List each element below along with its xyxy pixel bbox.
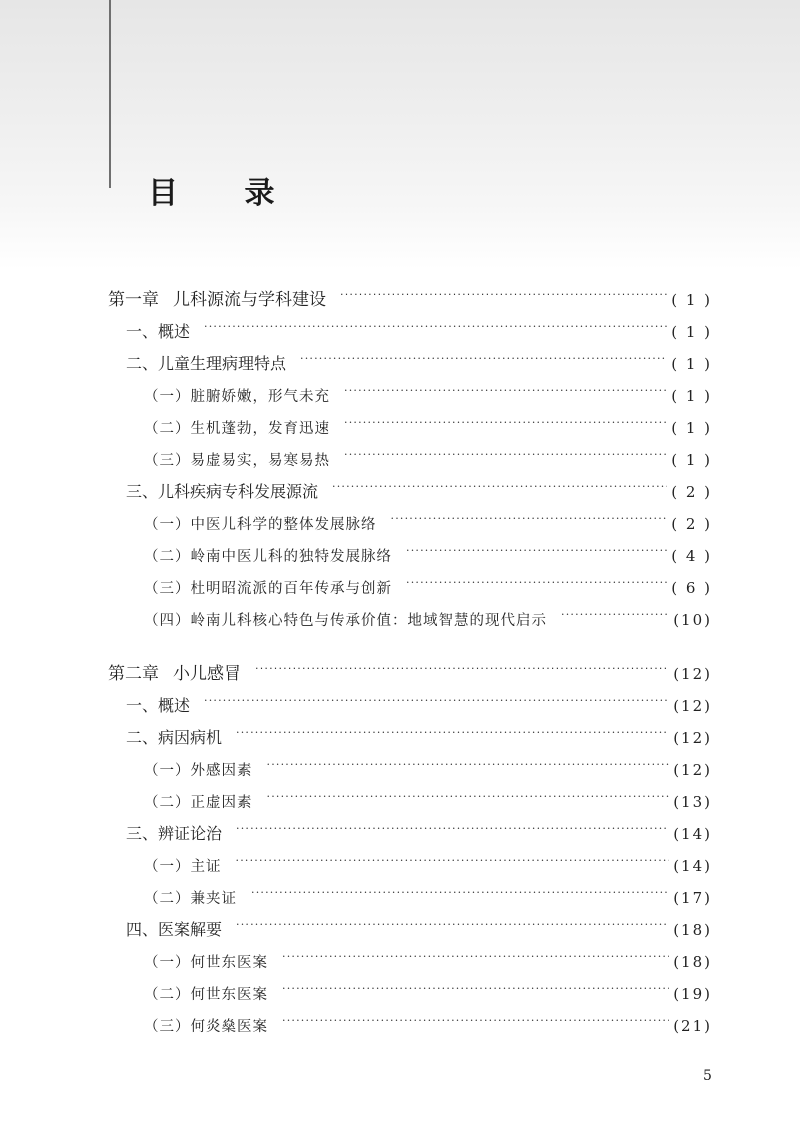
- toc-page-number: (14): [673, 857, 712, 875]
- toc-page-number: ( 6 ): [671, 579, 712, 597]
- leader-dots: [332, 483, 667, 493]
- toc-section[interactable]: [108, 316, 712, 348]
- toc-subsection[interactable]: [108, 978, 712, 1010]
- leader-dots: [391, 515, 668, 525]
- toc-entry-label: 一、概述: [126, 696, 191, 715]
- toc-entry-label: （二）岭南中医儿科的独特发展脉络: [144, 549, 392, 565]
- toc-page-number: ( 2 ): [671, 483, 712, 501]
- chapter-number: 第二章: [108, 664, 159, 684]
- toc-entry-label: （二）生机蓬勃，发育迅速: [144, 421, 330, 437]
- toc-page-number: ( 1 ): [671, 419, 712, 437]
- toc-subsection[interactable]: [108, 946, 712, 978]
- toc-entry-label: （四）岭南儿科核心特色与传承价值：地域智慧的现代启示: [144, 613, 547, 629]
- toc-subsection[interactable]: [108, 508, 712, 540]
- toc-subsection[interactable]: [108, 882, 712, 914]
- leader-dots: [236, 729, 669, 739]
- toc-subsection[interactable]: [108, 850, 712, 882]
- toc-page-number: (12): [673, 729, 712, 747]
- toc-entry-label: （三）何炎燊医案: [144, 1019, 268, 1035]
- toc-page-number: (21): [673, 1017, 712, 1035]
- leader-dots: [282, 953, 669, 963]
- toc-entry-label: 四、医案解要: [126, 920, 223, 939]
- header-background: [0, 0, 800, 270]
- leader-dots: [204, 323, 667, 333]
- toc-subsection[interactable]: [108, 380, 712, 412]
- leader-dots: [406, 547, 667, 557]
- toc-entry-label: （二）何世东医案: [144, 987, 268, 1003]
- leader-dots: [282, 1017, 669, 1027]
- toc-section[interactable]: [108, 722, 712, 754]
- toc-page-number: (12): [673, 697, 712, 715]
- toc-entry-label: 小儿感冒: [173, 664, 241, 684]
- toc-section[interactable]: [108, 914, 712, 946]
- toc-section[interactable]: [108, 476, 712, 508]
- toc-page-number: (18): [673, 921, 712, 939]
- leader-dots: [300, 355, 667, 365]
- toc-entry-label: （一）主证: [144, 859, 222, 875]
- toc-entry-label: （二）兼夹证: [144, 891, 237, 907]
- toc-subsection[interactable]: [108, 1010, 712, 1042]
- leader-dots: [251, 889, 669, 899]
- leader-dots: [344, 419, 667, 429]
- leader-dots: [267, 761, 670, 771]
- toc-chapter[interactable]: [108, 658, 712, 690]
- toc-section[interactable]: [108, 690, 712, 722]
- toc-page-number: ( 1 ): [671, 291, 712, 309]
- toc-entry-label: 儿科源流与学科建设: [173, 290, 326, 310]
- leader-dots: [406, 579, 667, 589]
- toc-entry-label: （一）何世东医案: [144, 955, 268, 971]
- toc-page-number: (10): [673, 611, 712, 629]
- leader-dots: [340, 291, 667, 301]
- leader-dots: [344, 451, 667, 461]
- toc-subsection[interactable]: [108, 412, 712, 444]
- toc-page-number: (18): [673, 953, 712, 971]
- toc-entry-label: （一）中医儿科学的整体发展脉络: [144, 517, 377, 533]
- toc-chapter[interactable]: [108, 284, 712, 316]
- toc-page-number: (17): [673, 889, 712, 907]
- toc-page-number: ( 1 ): [671, 387, 712, 405]
- leader-dots: [204, 697, 669, 707]
- leader-dots: [267, 793, 670, 803]
- toc-page-number: ( 2 ): [671, 515, 712, 533]
- toc-page-number: (12): [673, 665, 712, 683]
- toc-page-number: ( 1 ): [671, 355, 712, 373]
- leader-dots: [255, 665, 669, 675]
- toc-entry-label: （三）易虚易实，易寒易热: [144, 453, 330, 469]
- toc-subsection[interactable]: [108, 786, 712, 818]
- toc-entry-label: 二、儿童生理病理特点: [126, 354, 287, 373]
- toc-entry-label: 一、概述: [126, 322, 191, 341]
- leader-dots: [344, 387, 667, 397]
- toc-subsection[interactable]: [108, 754, 712, 786]
- toc-page-number: ( 1 ): [671, 451, 712, 469]
- toc-page-number: (12): [673, 761, 712, 779]
- toc-entry-label: （一）外感因素: [144, 763, 253, 779]
- table-of-contents: [108, 284, 712, 1042]
- toc-page-number: ( 4 ): [671, 547, 712, 565]
- toc-entry-label: （二）正虚因素: [144, 795, 253, 811]
- toc-page-number: (13): [673, 793, 712, 811]
- toc-entry-label: 三、辨证论治: [126, 824, 223, 843]
- toc-subsection[interactable]: [108, 604, 712, 636]
- toc-entry-label: 二、病因病机: [126, 728, 223, 747]
- toc-subsection[interactable]: [108, 444, 712, 476]
- toc-entry-label: （一）脏腑娇嫩，形气未充: [144, 389, 330, 405]
- page-title: 目 录: [148, 176, 303, 211]
- toc-section[interactable]: [108, 818, 712, 850]
- toc-subsection[interactable]: [108, 572, 712, 604]
- leader-dots: [561, 611, 669, 621]
- leader-dots: [236, 857, 670, 867]
- leader-dots: [282, 985, 669, 995]
- toc-page-number: (14): [673, 825, 712, 843]
- header-rule: [109, 0, 111, 188]
- leader-dots: [236, 825, 669, 835]
- chapter-number: 第一章: [108, 290, 159, 310]
- page-number: 5: [703, 1068, 712, 1084]
- toc-page-number: ( 1 ): [671, 323, 712, 341]
- toc-entry-label: （三）杜明昭流派的百年传承与创新: [144, 581, 392, 597]
- toc-section[interactable]: [108, 348, 712, 380]
- toc-entry-label: 三、儿科疾病专科发展源流: [126, 482, 319, 501]
- leader-dots: [236, 921, 669, 931]
- toc-subsection[interactable]: [108, 540, 712, 572]
- toc-page-number: (19): [673, 985, 712, 1003]
